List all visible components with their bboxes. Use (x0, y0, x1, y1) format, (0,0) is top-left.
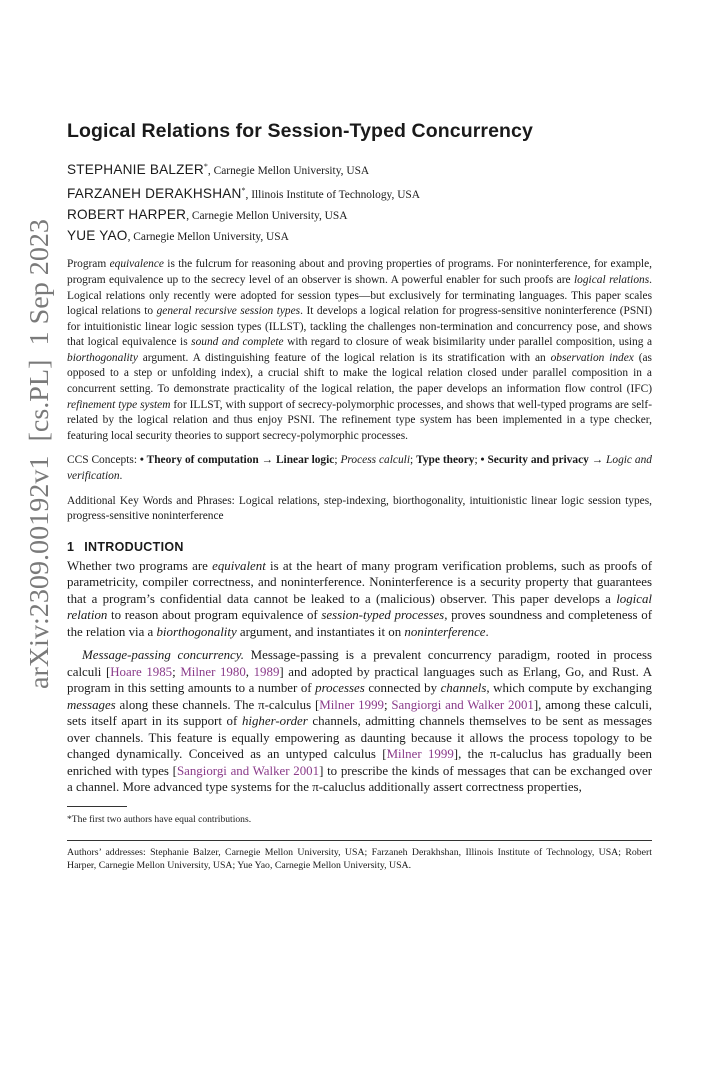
footnote: *The first two authors have equal contributions. (67, 813, 252, 825)
paragraph-lead: Message-passing concurrency. (82, 648, 244, 663)
author-list (67, 157, 652, 247)
citation-link[interactable]: Sangiorgi and Walker 2001 (391, 697, 534, 712)
author-entry: YUE YAO, Carnegie Mellon University, USA (67, 228, 289, 244)
section-heading: 1 INTRODUCTION (67, 539, 184, 554)
abstract-text: Program equivalence is the fulcrum for reasoning about and proving properties of programs. For noninterference, for example, program equivalence up to the secrecy level of an observer is shown. A powerful enabler for such proofs are logical relations. Logical relations only recently were adopted for session types—but exclusively for terminating languages. This paper scales logical relations to general recursive session types. It develops a logical relation for progress-sensitive noninterference (PSNI) for intuitionistic linear logic session types (ILLST), tackling the challenges non-termination and concurrency pose, and shows that logical equivalence is sound and complete with regard to closure of weak bisimilarity under parallel composition, using a biorthogonality argument. A distinguishing feature of the logical relation is its stratification with an observation index (as opposed to a step or unfolding index), a crucial shift to make the logical relation closed under parallel composition in a concurrent setting. To demonstrate practicality of the logical relation, the paper develops an information flow control (IFC) refinement type system for ILLST, with support of secrecy-polymorphic processes, and shows that well-typed programs are self-related by the logical relation and thus enjoy PSNI. The refinement type system has been implemented in a type checker, featuring local security theories to support secrecy-polymorphic processes. (67, 258, 653, 442)
author-entry: FARZANEH DERAKHSHAN*, Illinois Institute of Technology, USA (67, 186, 420, 202)
citation-link[interactable]: Milner 1999 (386, 747, 454, 762)
author-addresses: Authors’ addresses: Stephanie Balzer, Carnegie Mellon University, USA; Farzaneh Derakhshan, Illinois Institute of Technology, USA; Robert Harper, Carnegie Mellon University, USA; Yue Yao, Carnegie Mellon University, USA. (67, 846, 652, 872)
citation-link[interactable]: Milner 1999 (319, 697, 384, 712)
address-rule (67, 840, 652, 841)
paragraph: Message-passing concurrency. Message-passing is a prevalent concurrency paradigm, rooted in process calculi [Hoare 1985; Milner 1980, 1989] and adopted by practical languages such as Erlang, Go, and Rust. A program in this setting amounts to a number of processes connected by channels, which compute by exchanging messages along these channels. The π-calculus [Milner 1999; Sangiorgi and Walker 2001], among these calculi, sets itself apart in its support of higher-order channels, admitting channels themselves to be sent as messages over channels. This feature is equally empowering as daunting because it allows the process topology to be changed dynamically. Conceived as an untyped calculus [Milner 1999], the π-caluclus has gradually been enriched with types [Sangiorgi and Walker 2001] to prescribe the kinds of messages that can be exchanged over a channel. More advanced type systems for the π-caluclus additionally assert correctness properties, (67, 648, 653, 795)
arxiv-identifier-stamp (18, 217, 58, 691)
ccs-concepts: CCS Concepts: • Theory of computation → Linear logic; Process calculi; Type theory; • Security and privacy → Logic and verification. (67, 454, 652, 483)
author-entry: ROBERT HARPER, Carnegie Mellon University, USA (67, 207, 348, 223)
keywords: Additional Key Words and Phrases: Logical relations, step-indexing, biorthogonality, intuitionistic linear logic session types, progress-sensitive noninterference (67, 494, 652, 523)
paper-first-page (67, 120, 652, 873)
introduction-body (67, 558, 652, 796)
citation-link[interactable]: Milner 1980 (180, 664, 246, 679)
arxiv-identifier-text: arXiv:2309.00192v1 [cs.PL] 1 Sep 2023 (23, 229, 54, 689)
citation-link[interactable]: Sangiorgi and Walker 2001 (176, 763, 320, 778)
footnote-rule (67, 806, 127, 807)
citation-link[interactable]: Hoare 1985 (110, 664, 173, 679)
author-entry: STEPHANIE BALZER*, Carnegie Mellon University, USA (67, 162, 370, 178)
paper-title: Logical Relations for Session-Typed Concurrency (67, 120, 533, 142)
paragraph: Whether two programs are equivalent is at the heart of many program verification problems, such as proofs of parametricity, compiler correctness, and noninterference. Noninterference is a security property that guarantees that a program’s confidential data cannot be leaked to a (malicious) observer. This paper develops a logical relation to reason about program equivalence of session-typed processes, proves soundness and completeness of the relation via a biorthogonality argument, and instantiates it on noninterference. (67, 558, 652, 639)
citation-link[interactable]: 1989 (253, 664, 280, 679)
abstract (67, 257, 652, 444)
